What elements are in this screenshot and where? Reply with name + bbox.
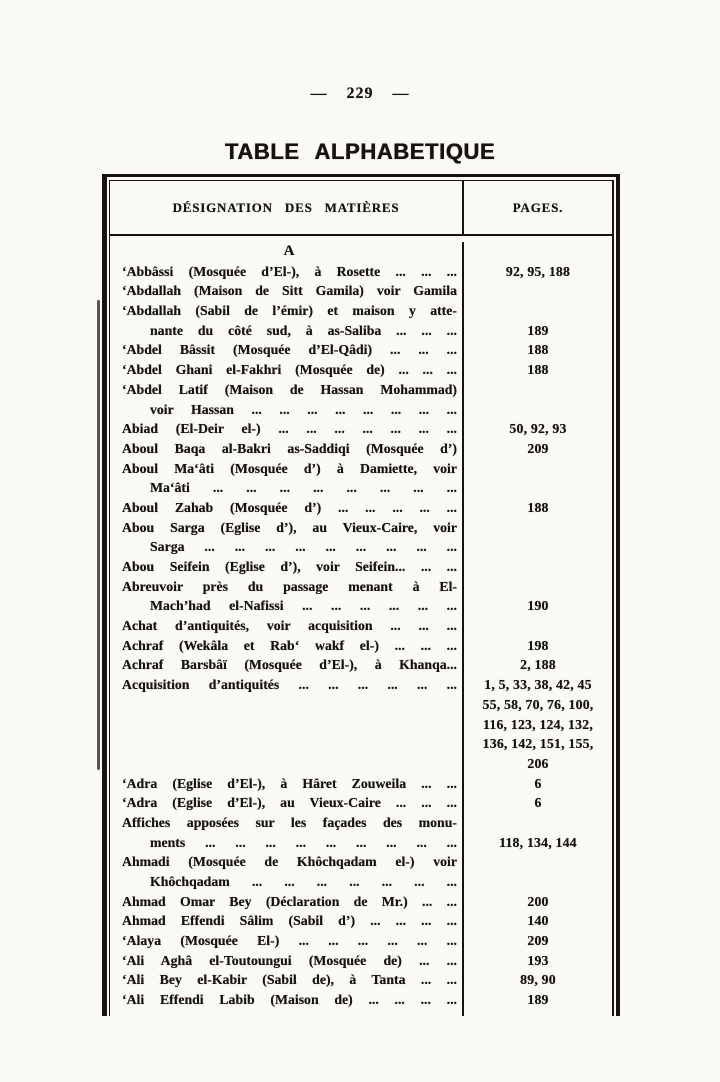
entry-line: Khôchqadam ... ... ... ... ... ... ... [150,874,457,889]
entry-line [122,734,457,754]
page-ref: 118, 134, 144 [499,834,577,850]
column-header-designation: DÉSIGNATION DES MATIÈRES [172,199,400,215]
entry-line: Affiches apposées sur les façades des monu- [122,814,457,830]
page-ref [468,301,608,321]
entry-line: ‘Alaya (Mosquée El-) ... ... ... ... ... ... [122,933,457,949]
page-ref [468,557,608,577]
page-ref: 200 [527,893,549,909]
entry-line: ‘Adra (Eglise d’El-), au Vieux-Caire ... ... ... [122,795,457,811]
page-ref: 209 [527,933,549,949]
entry-line: Abou Sarga (Eglise d’), au Vieux-Caire, voir [122,519,457,535]
page-ref [468,537,608,557]
scan-artifact [97,300,100,770]
alphabetical-index-table [102,174,620,1016]
entry-line: Abreuvoir près du passage menant à El- [122,578,457,594]
entry-line: ments ... ... ... ... ... ... ... ... ... [150,834,457,850]
page-ref: 189 [527,992,549,1008]
entry-line: Acquisition d’antiquités ... ... ... ... ... ... [122,677,457,693]
page-ref [468,242,608,262]
entry-line: Abiad (El-Deir el-) ... ... ... ... ... ... ... [122,421,457,437]
page-ref [468,400,608,420]
page-title: TABLE ALPHABETIQUE [224,139,496,164]
entry-line: Mach’had el-Nafissi ... ... ... ... ... ... [150,598,457,614]
page-ref: 6 [534,775,542,791]
entry-line: Aboul Zahab (Mosquée d’) ... ... ... ... ... [122,499,457,515]
entry-line: Achraf Barsbâï (Mosquée d’El-), à Khanqa... [122,657,457,673]
page-ref: 206 [527,755,549,771]
page-number: — 229 — [310,85,410,102]
entry-line: ‘Ali Effendi Labib (Maison de) ... ... ... ... [122,992,457,1008]
table-body [110,236,612,1016]
entry-line: ‘Abdallah (Sabil de l’émir) et maison y atte- [122,303,457,319]
page-ref: 188 [527,499,549,515]
page-ref: 55, 58, 70, 76, 100, [482,696,594,712]
entry-line: Sarga ... ... ... ... ... ... ... ... ... [150,539,457,555]
entry-line: Abou Seifein (Eglise d’), voir Seifein... ... ... [122,559,457,574]
table-inner-border [109,180,614,1016]
page-ref: 188 [527,362,549,378]
entry-line: Ma‘âti ... ... ... ... ... ... ... ... [150,480,457,496]
page-ref: 50, 92, 93 [509,421,567,437]
entry-line: nante du côté sud, à as-Saliba ... ... ... [150,322,457,338]
entry-line: Ahmad Omar Bey (Déclaration de Mr.) ... ... [122,893,457,909]
page-ref [468,459,608,479]
section-letter: A [283,243,296,259]
pages-column [462,242,612,1016]
page-ref: 89, 90 [520,972,556,988]
entry-line: ‘Adra (Eglise d’El-), à Hâret Zouweila ... ... [122,775,457,791]
page-ref: 190 [527,598,549,614]
page-ref [468,813,608,833]
entry-line: Achraf (Wekâla et Rab‘ wakf el-) ... ... ... [122,637,457,653]
entry-line [122,754,457,774]
entry-line: ‘Abdel Bâssit (Mosquée d’El-Qâdi) ... ... ... [122,342,457,358]
page-ref [468,380,608,400]
entry-line: Aboul Baqa al-Bakri as-Saddiqi (Mosquée d’) [122,440,457,456]
entry-line: Ahmad Effendi Sâlim (Sabil d’) ... ... ... ... [122,913,457,929]
entry-line: Achat d’antiquités, voir acquisition ... ... ... [122,618,457,634]
page-ref: 92, 95, 188 [505,263,571,279]
entry-line: Ahmadi (Mosquée de Khôchqadam el-) voir [122,854,457,870]
page-ref: 140 [527,913,549,929]
column-header-pages: PAGES. [462,181,612,234]
page-ref [468,872,608,892]
page-ref: 6 [534,795,542,811]
page-ref: 209 [527,440,549,456]
page-ref [468,518,608,538]
entry-line [122,715,457,735]
page-ref: 2, 188 [520,657,556,673]
designation-column [110,242,462,1016]
entry-line: ‘Abdel Latif (Maison de Hassan Mohammad) [122,381,457,397]
entry-line [122,695,457,715]
page-ref: 1, 5, 33, 38, 42, 45 [484,677,592,693]
entry-line: Aboul Ma‘âti (Mosquée d’) à Damiette, voir [122,460,457,476]
page-ref: 193 [527,952,549,968]
page-ref [468,577,608,597]
table-header-row [110,181,612,236]
page-ref [468,478,608,498]
page-ref: 189 [527,322,549,338]
page-ref [468,281,608,301]
entry-line: ‘Ali Bey el-Kabir (Sabil de), à Tanta ... ... [122,972,457,988]
entry-line: ‘Abbâssi (Mosquée d’El-), à Rosette ... ... ... [122,263,457,279]
page-ref [468,616,608,636]
page-ref: 116, 123, 124, 132, [483,716,593,732]
page-ref: 188 [527,342,549,358]
page-ref: 198 [527,637,549,653]
entry-line: voir Hassan ... ... ... ... ... ... ... ... [150,401,457,417]
page-ref: 136, 142, 151, 155, [482,736,594,752]
entry-line: ‘Abdallah (Maison de Sitt Gamila) voir Gamila [122,283,457,299]
entry-line: ‘Ali Aghâ el-Toutoungui (Mosquée de) ... ... [122,952,457,968]
page-ref [468,852,608,872]
entry-line: ‘Abdel Ghani el-Fakhri (Mosquée de) ... ... ... [122,362,457,378]
